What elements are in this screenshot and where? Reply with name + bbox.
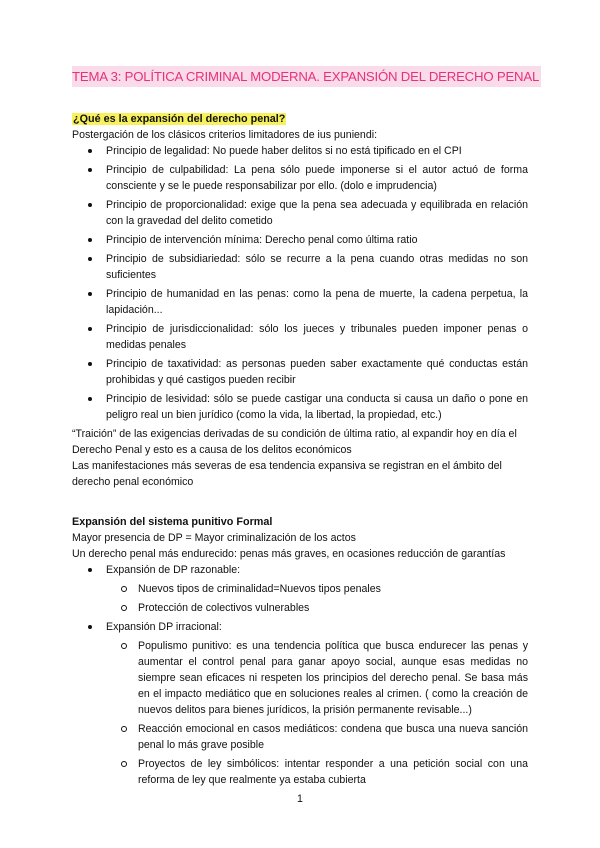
list-item: Principio de proporcionalidad: exige que la pena sea adecuada y equilibrada en relación con la gravedad del delito cometido bbox=[72, 197, 528, 229]
document-page bbox=[72, 60, 540, 791]
highlighted-heading-text: ¿Qué es la expansión del derecho penal? bbox=[73, 113, 286, 125]
paragraph-mayor-presencia: Mayor presencia de DP = Mayor criminalización de los actos bbox=[72, 532, 356, 544]
paragraph-derecho-endurecido: Un derecho penal más endurecido: penas más graves, en ocasiones reducción de garantías bbox=[72, 548, 506, 560]
list-item: Principio de subsidiariedad: sólo se recurre a la pena cuando otras medidas no son suficientes bbox=[72, 251, 528, 283]
paragraph-traicion: “Traición” de las exigencias derivadas de su condición de última ratio, al expandir hoy en día el Derecho Penal y esto es a causa de los delitos económicos bbox=[72, 428, 517, 456]
paragraph-manifestaciones: Las manifestaciones más severas de esa tendencia expansiva se registran en el ámbito del derecho penal económico bbox=[72, 460, 502, 488]
list-item: Principio de culpabilidad: La pena sólo puede imponerse si el autor actuó de forma consciente y se le puede responsabilizar por ello. (dolo e imprudencia) bbox=[72, 162, 528, 194]
expansion-types-list bbox=[72, 562, 528, 788]
list-item-label: Expansión de DP razonable: bbox=[106, 564, 241, 576]
list-item: Principio de taxatividad: as personas pueden saber exactamente qué conductas están prohibidas y qué castigos pueden recibir bbox=[72, 356, 528, 388]
list-item: Principio de lesividad: sólo se puede castigar una conducta si causa un daño o pone en peligro real un bien jurídico (como la vida, la libertad, la propiedad, etc.) bbox=[72, 391, 528, 423]
section-heading-expansion bbox=[72, 111, 528, 127]
list-item-razonable bbox=[72, 562, 528, 616]
list-item: Principio de jurisdiccionalidad: sólo los jueces y tribunales pueden imponer penas o medidas penales bbox=[72, 321, 528, 353]
sublist-item: Proyectos de ley simbólicos: intentar responder a una petición social con una reforma de ley que realmente ya estaba cubierta bbox=[72, 756, 528, 788]
list-item-irracional bbox=[72, 619, 528, 788]
section-heading-sistema-punitivo: Expansión del sistema punitivo Formal bbox=[72, 516, 273, 528]
list-item: Principio de humanidad en las penas: como la pena de muerte, la cadena perpetua, la lapidación... bbox=[72, 286, 528, 318]
principles-list bbox=[72, 143, 528, 423]
sublist-item: Reacción emocional en casos mediáticos: condena que busca una nueva sanción penal lo más grave posible bbox=[72, 721, 528, 753]
list-item: Principio de intervención mínima: Derecho penal como última ratio bbox=[72, 232, 528, 248]
list-item-label: Expansión DP irracional: bbox=[106, 621, 222, 633]
irracional-sublist bbox=[72, 638, 528, 788]
page-number: 1 bbox=[297, 793, 303, 805]
document-title: TEMA 3: POLÍTICA CRIMINAL MODERNA. EXPANSIÓN DEL DERECHO PENAL bbox=[72, 66, 541, 87]
list-item: Principio de legalidad: No puede haber delitos si no está tipificado en el CPI bbox=[72, 143, 528, 159]
sublist-item: Protección de colectivos vulnerables bbox=[72, 600, 528, 616]
intro-paragraph: Postergación de los clásicos criterios limitadores de ius puniendi: bbox=[72, 129, 378, 141]
razonable-sublist bbox=[72, 581, 528, 616]
sublist-item: Nuevos tipos de criminalidad=Nuevos tipos penales bbox=[72, 581, 528, 597]
sublist-item: Populismo punitivo: es una tendencia política que busca endurecer las penas y aumentar el control penal para ganar apoyo social, aunque esas medidas no siempre sean eficaces ni respeten los principios del derecho penal. Se basa más en el impacto mediático que en soluciones reales al crimen. ( como la creación de nuevos delitos para bienes jurídicos, la prisión permanente revisable...) bbox=[72, 638, 528, 718]
